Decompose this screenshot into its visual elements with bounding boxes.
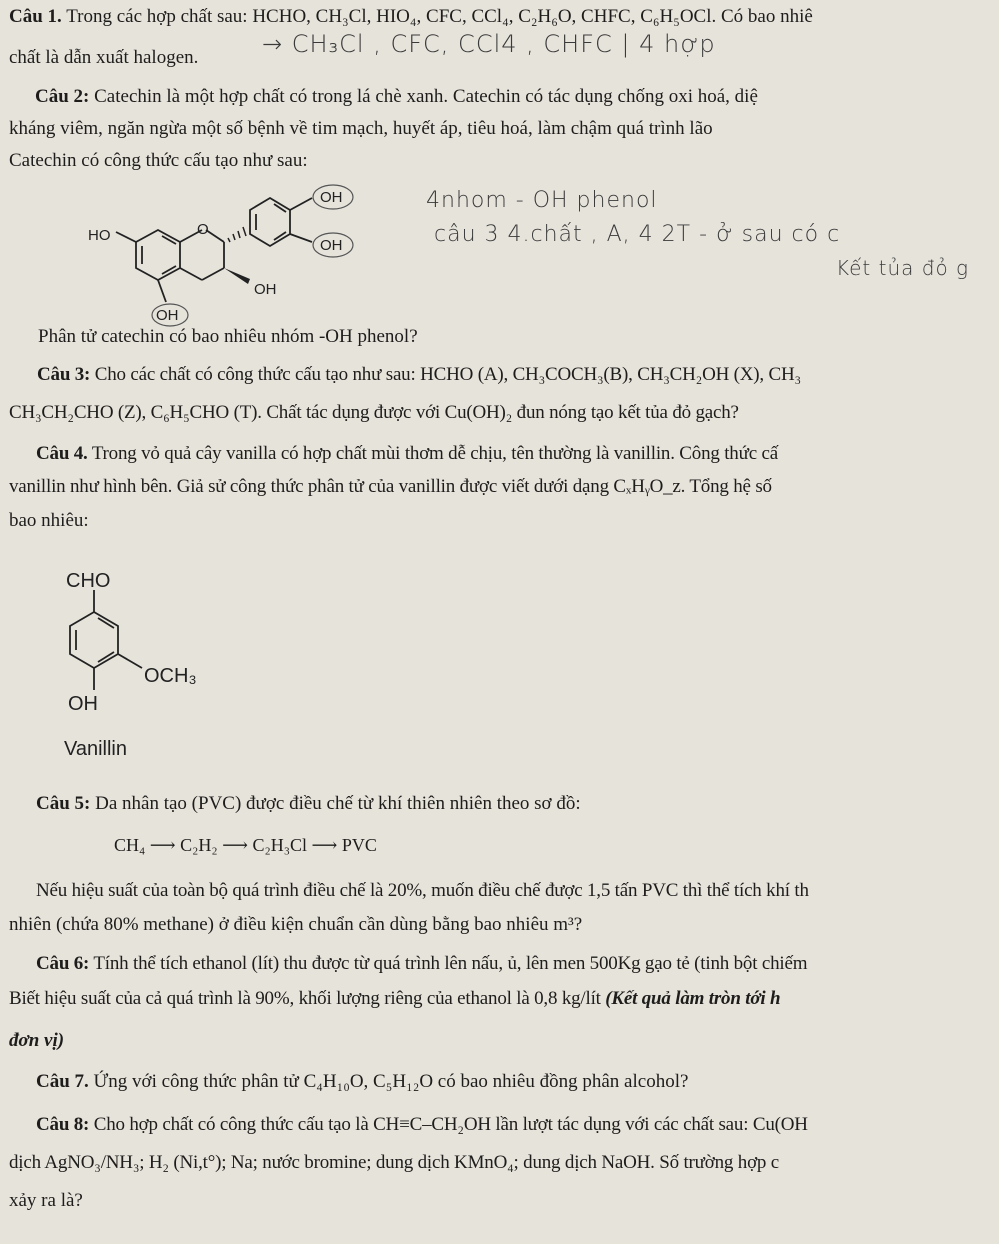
catechin-structure [80,170,380,330]
catechin-o-label: O [197,221,209,238]
catechin-oh-ring: OH [254,281,277,298]
q2-text: Catechin là một hợp chất có trong lá chè xanh. Catechin có tác dụng chống oxi hoá, diệ [94,86,758,107]
scheme-arrow-2: ⟶ [222,835,248,855]
q4-text: Trong vỏ quả cây vanilla có hợp chất mùi thơm dễ chịu, tên thường là vanillin. Công thức cấ [91,443,778,464]
q2-line3: Catechin có công thức cấu tạo như sau: [9,150,308,171]
q6-text2: Biết hiệu suất của cả quá trình là 90%, khối lượng riêng của ethanol là 0,8 kg/lít [9,988,601,1009]
q6-line3: đơn vị) [9,1030,65,1051]
scheme-pvc: PVC [341,835,377,855]
vanillin-cho-label: CHO [66,570,111,592]
q1-label: Câu 1. [9,6,62,27]
q2-line1 [35,87,758,106]
scheme-arrow-3: ⟶ [311,835,338,855]
q7-label: Câu 7. [36,1071,89,1092]
q6-label: Câu 6: [36,953,90,974]
q2-label: Câu 2: [35,86,90,107]
vanillin-structure [50,560,250,760]
q2-question: Phân tử catechin có bao nhiêu nhóm -OH phenol? [38,326,418,347]
q4-label: Câu 4. [36,443,88,464]
q8-line1 [36,1115,808,1134]
q8-line2: dịch AgNO₃/NH₃; H₂ (Ni,t°); Na; nước bromine; dung dịch KMnO₄; dung dịch NaOH. Số trường hợp c [9,1152,779,1173]
q8-line3: xảy ra là? [9,1190,83,1211]
q2-line2: kháng viêm, ngăn ngừa một số bệnh về tim mạch, huyết áp, tiêu hoá, làm chậm quá trình lão [9,118,713,139]
q8-text: Cho hợp chất có công thức cấu tạo là CH≡C–CH₂OH lần lượt tác dụng với các chất sau: Cu(OH [93,1114,808,1135]
q2-handwritten-note-3: Kết tủa đỏ g [836,256,970,280]
q4-line2: vanillin như hình bên. Giả sử công thức phân tử của vanillin được viết dưới dạng CₓHᵧO_z. Tổng hệ số [9,476,772,497]
scheme-ch4: CH₄ [114,835,146,855]
scheme-arrow-1: ⟶ [149,835,176,855]
catechin-ho-label: HO [88,227,111,244]
q4-line3: bao nhiêu: [9,510,89,531]
q3-line1 [37,365,801,384]
q6-text2-italic: (Kết quả làm tròn tới h [605,988,781,1009]
q5-label: Câu 5: [36,793,91,814]
vanillin-och3-label: OCH₃ [144,665,197,687]
q5-line3: nhiên (chứa 80% methane) ở điều kiện chuẩn cần dùng bằng bao nhiêu m³? [9,914,583,935]
vanillin-name: Vanillin [64,738,127,760]
q5-line2: Nếu hiệu suất của toàn bộ quá trình điều chế là 20%, muốn điều chế được 1,5 tấn PVC thì thể tích khí th [36,880,809,901]
q1-handwritten-note: → CH₃Cl , CFC, CCl4 , CHFC | 4 hợp [262,30,716,58]
q1-line2: chất là dẫn xuất halogen. [9,47,199,68]
q7-text: Ứng với công thức phân tử C₄H₁₀O, C₅H₁₂O có bao nhiêu đồng phân alcohol? [93,1071,689,1092]
catechin-oh-mid: OH [320,237,343,254]
q6-line1 [36,954,807,973]
vanillin-oh-label: OH [68,693,98,715]
q5-line1 [36,794,581,813]
q3-line2: CH₃CH₂CHO (Z), C₆H₅CHO (T). Chất tác dụng được với Cu(OH)₂ đun nóng tạo kết tủa đỏ gạch? [9,402,739,423]
q4-line1 [36,444,778,463]
scheme-c2h3cl: C₂H₃Cl [252,835,308,855]
q5-scheme [114,836,377,854]
q6-line2 [9,989,780,1008]
scheme-c2h2: C₂H₂ [180,835,218,855]
q8-label: Câu 8: [36,1114,90,1135]
q1-line1 [9,7,813,26]
q1-text: Trong các hợp chất sau: HCHO, CH₃Cl, HIO₄, CFC, CCl₄, C₂H₆O, CHFC, C₆H₅OCl. Có bao nhiê [66,6,813,27]
q7-line1 [36,1072,688,1091]
catechin-oh-top: OH [320,189,343,206]
catechin-oh-bottom: OH [156,307,179,324]
q5-text: Da nhân tạo (PVC) được điều chế từ khí thiên nhiên theo sơ đồ: [95,793,581,814]
q2-handwritten-note-1: 4nhom - OH phenol [426,188,658,213]
q3-label: Câu 3: [37,364,91,385]
q2-handwritten-note-2: câu 3 4.chất , A, 4 2T - ở sau có c [434,222,841,247]
q3-text: Cho các chất có công thức cấu tạo như sau: HCHO (A), CH₃COCH₃(B), CH₃CH₂OH (X), CH₃ [94,364,801,385]
q6-text: Tính thể tích ethanol (lít) thu được từ quá trình lên nấu, ủ, lên men 500Kg gạo tẻ (tinh bột chiếm [93,953,808,974]
